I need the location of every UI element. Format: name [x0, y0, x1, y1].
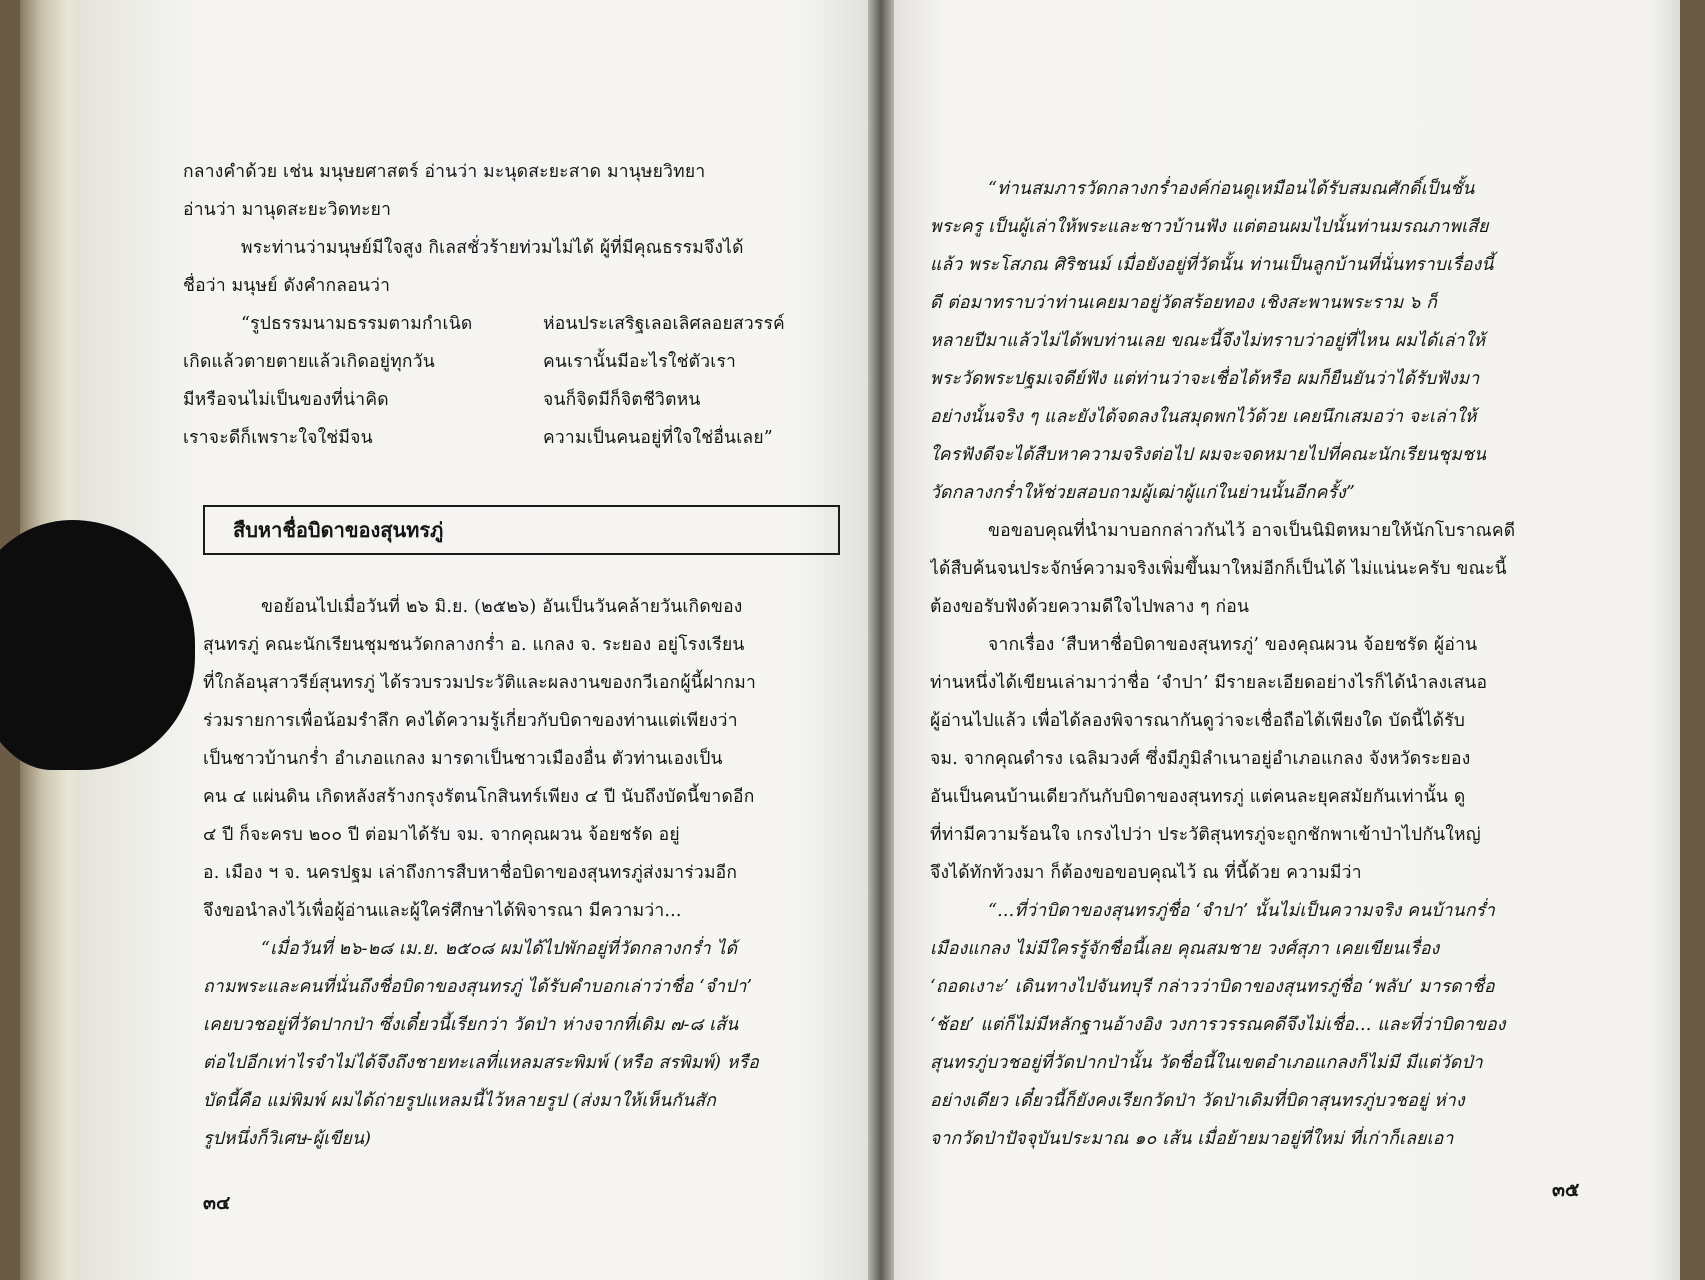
text-line: ต่อไปอีกเท่าไรจำไม่ได้จึงถึงชายทะเลที่แหลมสระพิมพ์ (หรือ สรพิมพ์) หรือ [203, 1053, 759, 1073]
text-line: อย่างเดียว เดี๋ยวนี้ก็ยังคงเรียกวัดป่า วัดป่าเดิมที่บิดาสุนทรภู่บวชอยู่ ห่าง [930, 1091, 1465, 1111]
poem-verse-b: ความเป็นคนอยู่ที่ใจใช่อื่นเลย” [543, 428, 773, 448]
text-line: เมืองแกลง ไม่มีใครรู้จักชื่อนี้เลย คุณสมชาย วงศ์สุภา เคยเขียนเรื่อง [930, 939, 1440, 959]
text-line: “...ที่ว่าบิดาของสุนทรภู่ชื่อ ‘จำปา’ นั้นไม่เป็นความจริง คนบ้านกร่ำ [988, 901, 1496, 921]
text-line: ที่ใกล้อนุสาวรีย์สุนทรภู่ ได้รวบรวมประวัติและผลงานของกวีเอกผู้นี้ฝากมา [203, 673, 756, 693]
poem-line [183, 343, 843, 381]
poem-verse-a: เกิดแล้วตายตายแล้วเกิดอยู่ทุกวัน [183, 352, 435, 372]
text-line: อันเป็นคนบ้านเดียวกันกับบิดาของสุนทรภู่ แต่คนละยุคสมัยกันเท่านั้น ดู [930, 787, 1466, 807]
text-line: จึงขอนำลงไว้เพื่อผู้อ่านและผู้ใคร่ศึกษาได้พิจารณา มีความว่า... [203, 901, 682, 921]
text-line: ขอย้อนไปเมื่อวันที่ ๒๖ มิ.ย. (๒๕๒๖) อันเป็นวันคล้ายวันเกิดของ [261, 597, 743, 617]
text-line: ดี ต่อมาทราบว่าท่านเคยมาอยู่วัดสร้อยทอง เชิงสะพานพระราม ๖ ก็ [930, 293, 1438, 313]
text-line: “เมื่อวันที่ ๒๖-๒๘ เม.ย. ๒๕๐๘ ผมได้ไปพักอยู่ที่วัดกลางกร่ำ ได้ [261, 939, 738, 959]
text-line: ‘ถอดเงาะ’ เดินทางไปจันทบุรี กล่าวว่าบิดาของสุนทรภู่ชื่อ ‘พลับ’ มารดาชื่อ [930, 977, 1495, 997]
text-line: หลายปีมาแล้วไม่ได้พบท่านเลย ขณะนี้จึงไม่ทราบว่าอยู่ที่ไหน ผมได้เล่าให้ [930, 331, 1486, 351]
poem-verse-b: จนก็จิดมีก็จิตชีวิตหน [543, 390, 701, 410]
text-line: รูปหนึ่งก็วิเศษ-ผู้เขียน) [203, 1129, 372, 1149]
page-number-left: ๓๔ [203, 1192, 231, 1214]
text-line: สุนทรภู่ คณะนักเรียนชุมชนวัดกลางกร่ำ อ. แกลง จ. ระยอง อยู่โรงเรียน [203, 635, 745, 655]
text-line: ขอขอบคุณที่นำมาบอกกล่าวกันไว้ อาจเป็นนิมิตหมายให้นักโบราณคดี [988, 521, 1516, 541]
text-line: สุนทรภู่บวชอยู่ที่วัดปากป่านั้น วัดชื่อนี้ในเขตอำเภอแกลงก็ไม่มี มีแต่วัดป่า [930, 1053, 1483, 1073]
text-line: อ่านว่า มานุดสะยะวิดทะยา [183, 200, 392, 220]
text-line: วัดกลางกร่ำให้ช่วยสอบถามผู้เฒ่าผู้แก่ในย่านนั้นอีกครั้ง” [930, 483, 1355, 503]
right-page-body [930, 170, 1580, 1158]
left-page-text [183, 153, 843, 457]
text-line: ได้สืบค้นจนประจักษ์ความจริงเพิ่มขึ้นมาใหม่อีกก็เป็นได้ ไม่แน่นะครับ ขณะนี้ [930, 559, 1507, 579]
text-line: ต้องขอรับฟังด้วยความดีใจไปพลาง ๆ ก่อน [930, 597, 1250, 617]
text-line: จากวัดป่าปัจจุบันประมาณ ๑๐ เส้น เมื่อย้ายมาอยู่ที่ใหม่ ที่เก่าก็เลยเอา [930, 1129, 1454, 1149]
text-line: ถามพระและคนที่นั่นถึงชื่อบิดาของสุนทรภู่ ได้รับคำบอกเล่าว่าชื่อ ‘จำปา’ [203, 977, 753, 997]
text-line: พระครู เป็นผู้เล่าให้พระและชาวบ้านฟัง แต่ตอนผมไปนั้นท่านมรณภาพเสีย [930, 217, 1489, 237]
text-line: เคยบวชอยู่ที่วัดปากป่า ซึ่งเดี๋ยวนี้เรียกว่า วัดป่า ห่างจากที่เดิม ๗-๘ เส้น [203, 1015, 739, 1035]
text-line: จม. จากคุณดำรง เฉลิมวงศ์ ซึ่งมีภูมิลำเนาอยู่อำเภอแกลง จังหวัดระยอง [930, 749, 1471, 769]
text-line: บัดนี้คือ แม่พิมพ์ ผมได้ถ่ายรูปแหลมนี้ไว้หลายรูป (ส่งมาให้เห็นกันสัก [203, 1091, 717, 1111]
page-number-right: ๓๕ [1552, 1179, 1580, 1201]
text-line: คน ๔ แผ่นดิน เกิดหลังสร้างกรุงรัตนโกสินทร์เพียง ๔ ปี นับถึงบัดนี้ขาดอีก [203, 787, 755, 807]
text-line: ท่านหนึ่งได้เขียนเล่ามาว่าชื่อ ‘จำปา’ มีรายละเอียดอย่างไรก็ได้นำลงเสนอ [930, 673, 1488, 693]
text-line: ชื่อว่า มนุษย์ ดังคำกลอนว่า [183, 276, 391, 296]
section-heading: สืบหาชื่อบิดาของสุนทรภู่ [203, 505, 840, 555]
text-line: เป็นชาวบ้านกร่ำ อำเภอแกลง มารดาเป็นชาวเมืองอื่น ตัวท่านเองเป็น [203, 749, 723, 769]
text-line: “ท่านสมภารวัดกลางกร่ำองค์ก่อนดูเหมือนได้รับสมณศักดิ์เป็นชั้น [988, 179, 1475, 199]
text-line: ‘ช้อย’ แต่ก็ไม่มีหลักฐานอ้างอิง วงการวรรณคดีจึงไม่เชื่อ... และที่ว่าบิดาของ [930, 1015, 1506, 1035]
text-line: อ. เมือง ฯ จ. นครปฐม เล่าถึงการสืบหาชื่อบิดาของสุนทรภู่ส่งมาร่วมอีก [203, 863, 738, 883]
poem-verse-a: “รูปธรรมนามธรรมตามกำเนิด [241, 314, 473, 334]
left-page-body [203, 588, 843, 1158]
text-line: พระวัดพระปฐมเจดีย์ฟัง แต่ท่านว่าจะเชื่อได้หรือ ผมก็ยืนยันว่าได้รับฟังมา [930, 369, 1480, 389]
text-line: จากเรื่อง ‘สืบหาชื่อบิดาของสุนทรภู่’ ของคุณผวน จ้อยชรัด ผู้อ่าน [988, 635, 1478, 655]
poem-verse-b: ห่อนประเสริฐเลอเลิศลอยสวรรค์ [543, 314, 785, 334]
poem-verse-a: มีหรือจนไม่เป็นของที่น่าคิด [183, 390, 389, 410]
text-line: อย่างนั้นจริง ๆ และยังได้จดลงในสมุดพกไว้ด้วย เคยนึกเสมอว่า จะเล่าให้ [930, 407, 1477, 427]
poem-verse-b: คนเรานั้นมีอะไรใช่ตัวเรา [543, 352, 737, 372]
poem-line [183, 419, 843, 457]
poem-line [183, 381, 843, 419]
poem-line [183, 305, 843, 343]
text-line: ใครฟังดีจะได้สืบหาความจริงต่อไป ผมจะจดหมายไปที่คณะนักเรียนชุมชน [930, 445, 1487, 465]
text-line: กลางคำด้วย เช่น มนุษยศาสตร์ อ่านว่า มะนุดสะยะสาด มานุษยวิทยา [183, 162, 706, 182]
text-line: พระท่านว่ามนุษย์มีใจสูง กิเลสชั่วร้ายท่วมไม่ได้ ผู้ที่มีคุณธรรมจึงได้ [241, 238, 744, 258]
text-line: ร่วมรายการเพื่อน้อมรำลึก คงได้ความรู้เกี่ยวกับบิดาของท่านแต่เพียงว่า [203, 711, 738, 731]
text-line: ผู้อ่านไปแล้ว เพื่อได้ลองพิจารณากันดูว่าจะเชื่อถือได้เพียงใด บัดนี้ได้รับ [930, 711, 1466, 731]
text-line: ๔ ปี ก็จะครบ ๒๐๐ ปี ต่อมาได้รับ จม. จากคุณผวน จ้อยชรัด อยู่ [203, 825, 680, 845]
text-line: จึงได้ทักท้วงมา ก็ต้องขอขอบคุณไว้ ณ ที่นี้ด้วย ความมีว่า [930, 863, 1362, 883]
book-gutter [868, 0, 894, 1280]
text-line: ที่ท่ามีความร้อนใจ เกรงไปว่า ประวัติสุนทรภู่จะถูกชักพาเข้าป่าไปกันใหญ่ [930, 825, 1481, 845]
poem-verse-a: เราจะดีก็เพราะใจใช่มีจน [183, 428, 373, 448]
text-line: แล้ว พระโสภณ ศิริชนม์ เมื่อยังอยู่ที่วัดนั้น ท่านเป็นลูกบ้านที่นั่นทราบเรื่องนี้ [930, 255, 1494, 275]
